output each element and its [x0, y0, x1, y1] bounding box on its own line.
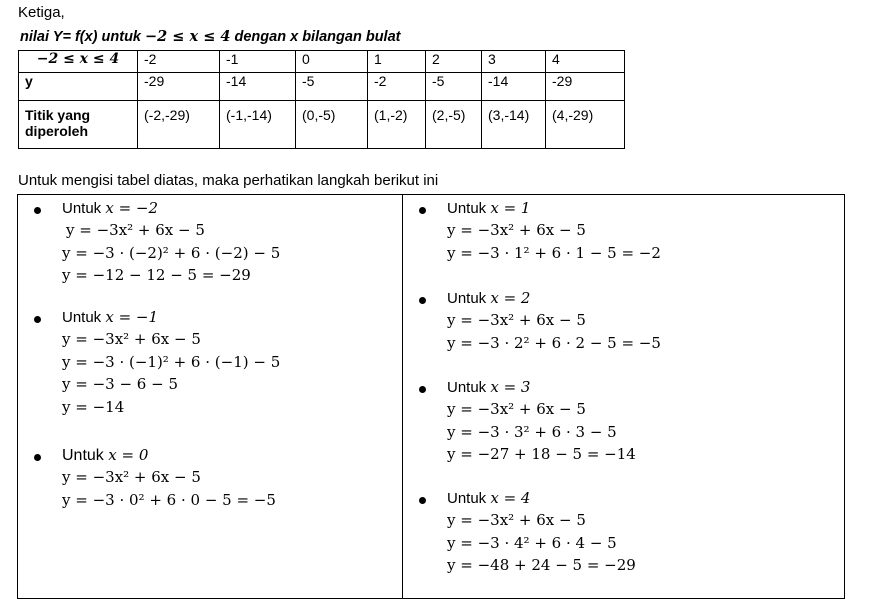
subtitle [20, 28, 400, 45]
bullet-icon [34, 454, 41, 461]
step-title-math: x = 4 [490, 489, 531, 507]
step-title [447, 289, 530, 307]
y-cell: -2 [368, 73, 426, 101]
equation-line: y = −48 + 24 − 5 = −29 [447, 556, 636, 574]
points-header-line1: Titik yang [25, 107, 91, 123]
table-row-points [19, 101, 625, 149]
y-cell: -14 [482, 73, 546, 101]
y-cell: -29 [546, 73, 625, 101]
equation-line: y = −3 · (−2)² + 6 · (−2) − 5 [62, 244, 281, 262]
equation-line: y = −3 · 0² + 6 · 0 − 5 = −5 [62, 491, 276, 509]
points-header [19, 101, 138, 149]
intro-text: Ketiga, [18, 4, 65, 21]
subtitle-range: −2 ≤ x ≤ 4 [145, 28, 231, 45]
x-range-header: −2 ≤ x ≤ 4 [19, 51, 138, 73]
bullet-icon [419, 207, 426, 214]
step-title-text: Untuk [447, 290, 487, 307]
subtitle-prefix: nilai Y= f(x) untuk [20, 29, 141, 45]
x-cell: 3 [482, 51, 546, 73]
x-cell: -1 [220, 51, 296, 73]
equation-line: y = −3x² + 6x − 5 [447, 511, 586, 529]
equation-line: y = −3x² + 6x − 5 [447, 221, 586, 239]
bullet-icon [34, 207, 41, 214]
step-title-text: Untuk [62, 200, 102, 217]
step-title-text: Untuk [447, 379, 487, 396]
step-title [62, 446, 148, 465]
step-title-math: x = 0 [108, 446, 149, 464]
step-title [447, 199, 530, 217]
y-cell: -29 [138, 73, 220, 101]
subtitle-suffix: dengan x bilangan bulat [234, 29, 401, 45]
bullet-icon [419, 297, 426, 304]
point-cell: (-1,-14) [220, 101, 296, 149]
equation-line: y = −3 · 3² + 6 · 3 − 5 [447, 423, 617, 441]
table-row-y [19, 73, 625, 101]
point-cell: (0,-5) [296, 101, 368, 149]
point-cell: (-2,-29) [138, 101, 220, 149]
step-title [447, 378, 530, 396]
step-title-math: x = −1 [105, 308, 159, 326]
x-cell: -2 [138, 51, 220, 73]
equation-line: y = −3x² + 6x − 5 [62, 330, 201, 348]
points-header-line2: diperoleh [25, 123, 89, 139]
point-cell: (1,-2) [368, 101, 426, 149]
equation-line: y = −3 · 2² + 6 · 2 − 5 = −5 [447, 334, 661, 352]
column-divider [402, 195, 403, 598]
equation-line: y = −3x² + 6x − 5 [62, 468, 201, 486]
bullet-icon [34, 316, 41, 323]
equation-line: y = −3 · 1² + 6 · 1 − 5 = −2 [447, 244, 661, 262]
steps-box [17, 194, 845, 599]
point-cell: (4,-29) [546, 101, 625, 149]
bullet-icon [419, 386, 426, 393]
equation-line: y = −27 + 18 − 5 = −14 [447, 445, 636, 463]
value-table [18, 50, 625, 149]
y-cell: -14 [220, 73, 296, 101]
equation-line: y = −3x² + 6x − 5 [447, 311, 586, 329]
equation-line: y = −12 − 12 − 5 = −29 [62, 266, 251, 284]
equation-line: y = −3 − 6 − 5 [62, 375, 178, 393]
step-title-text: Untuk [62, 309, 102, 326]
step-title-text: Untuk [447, 200, 487, 217]
step-title-math: x = 2 [490, 289, 531, 307]
equation-line: y = −3x² + 6x − 5 [66, 221, 205, 239]
y-cell: -5 [426, 73, 482, 101]
table-row-x [19, 51, 625, 73]
step-title [447, 489, 530, 507]
step-title-math: x = 1 [490, 199, 531, 217]
instruction-text: Untuk mengisi tabel diatas, maka perhatikan langkah berikut ini [18, 172, 439, 189]
equation-line: y = −3 · (−1)² + 6 · (−1) − 5 [62, 353, 281, 371]
point-cell: (3,-14) [482, 101, 546, 149]
step-title [62, 308, 158, 326]
step-title-math: x = −2 [105, 199, 159, 217]
x-cell: 2 [426, 51, 482, 73]
step-title [62, 199, 158, 217]
step-title-text: Untuk [447, 490, 487, 507]
x-cell: 0 [296, 51, 368, 73]
point-cell: (2,-5) [426, 101, 482, 149]
bullet-icon [419, 497, 426, 504]
equation-line: y = −3 · 4² + 6 · 4 − 5 [447, 534, 617, 552]
step-title-text: Untuk [62, 447, 104, 464]
x-cell: 4 [546, 51, 625, 73]
x-cell: 1 [368, 51, 426, 73]
y-header: y [19, 73, 138, 101]
step-title-math: x = 3 [490, 378, 531, 396]
equation-line: y = −14 [62, 398, 125, 416]
y-cell: -5 [296, 73, 368, 101]
equation-line: y = −3x² + 6x − 5 [447, 400, 586, 418]
